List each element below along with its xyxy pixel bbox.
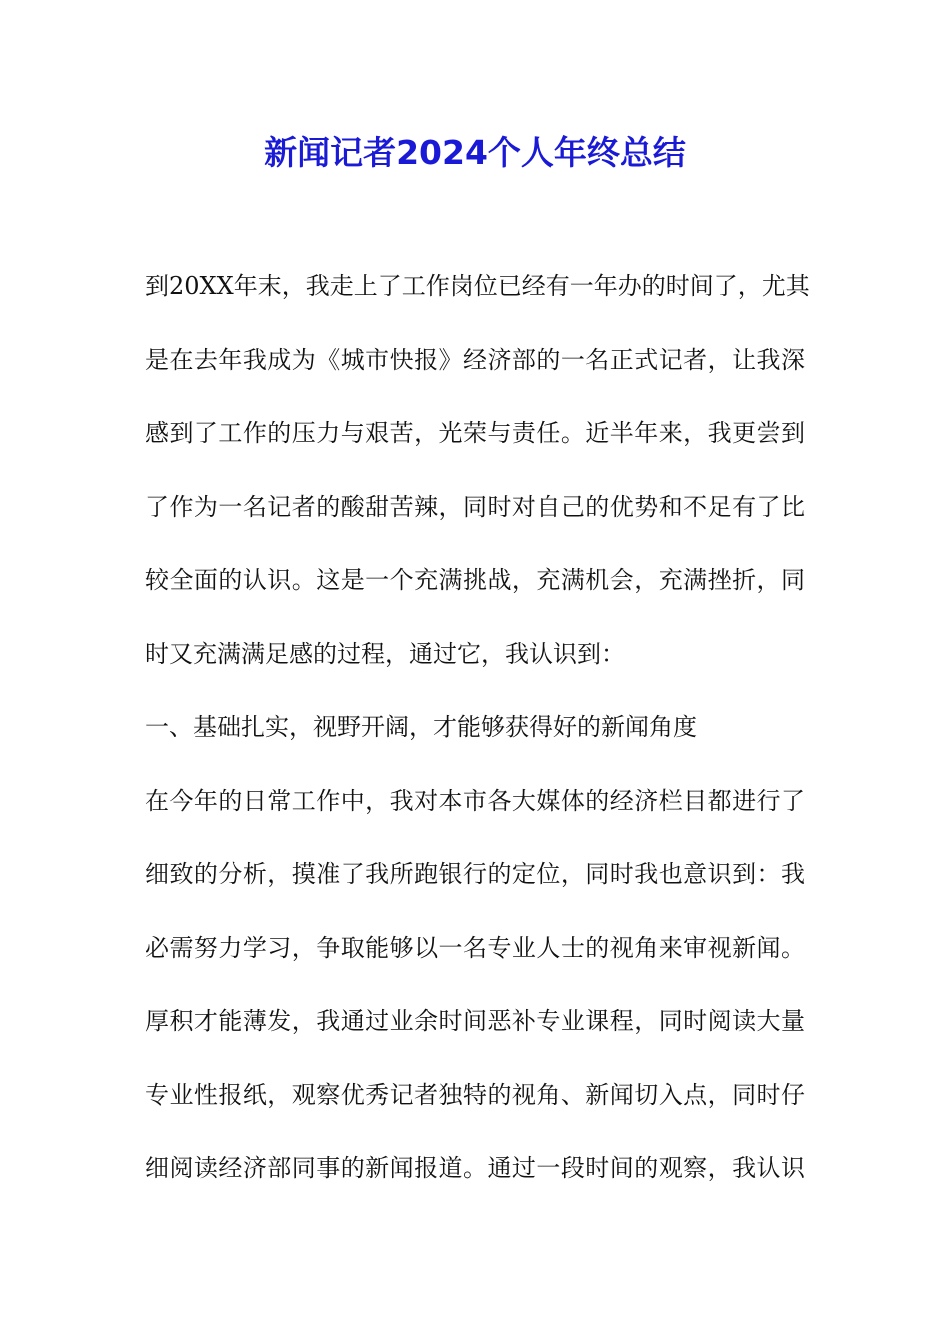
document-body — [145, 260, 810, 1216]
document-title: 新闻记者2024个人年终总结 — [264, 133, 686, 172]
paragraph-line: 感到了工作的压力与艰苦，光荣与责任。近半年来，我更尝到 — [145, 419, 805, 447]
paragraph-line: 了作为一名记者的酸甜苦辣，同时对自己的优势和不足有了比 — [145, 492, 805, 521]
paragraph-line: 时又充满满足感的过程，通过它，我认识到： — [145, 639, 625, 668]
paragraph-line: 较全面的认识。这是一个充满挑战，充满机会，充满挫折，同 — [145, 566, 805, 594]
paragraph-line: 专业性报纸，观察优秀记者独特的视角、新闻切入点，同时仔 — [145, 1080, 805, 1109]
paragraph-line: 厚积才能薄发，我通过业余时间恶补专业课程，同时阅读大量 — [145, 1007, 805, 1035]
paragraph-line: 细致的分析，摸准了我所跑银行的定位，同时我也意识到：我 — [145, 860, 805, 888]
paragraph-line: 到20XX年末，我走上了工作岗位已经有一年办的时间了，尤其 — [145, 272, 810, 300]
paragraph-line: 在今年的日常工作中，我对本市各大媒体的经济栏目都进行了 — [145, 786, 805, 815]
section-heading: 一、基础扎实，视野开阔，才能够获得好的新闻角度 — [145, 713, 697, 741]
paragraph-line: 必需努力学习，争取能够以一名专业人士的视角来审视新闻。 — [145, 933, 805, 962]
paragraph-line: 细阅读经济部同事的新闻报道。通过一段时间的观察，我认识 — [145, 1154, 805, 1182]
paragraph-line: 是在去年我成为《城市快报》经济部的一名正式记者，让我深 — [145, 345, 805, 374]
